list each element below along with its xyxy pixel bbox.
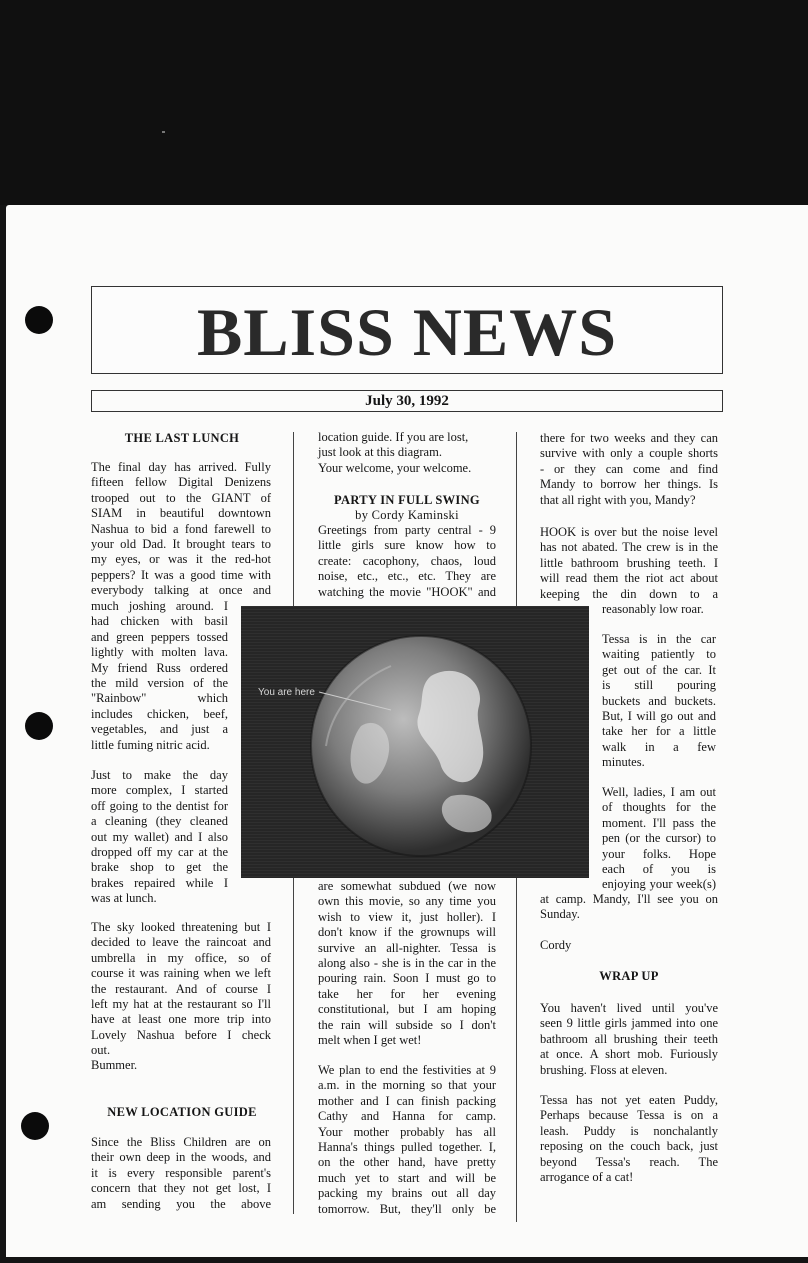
text-line: Tessa has not yet eaten Puddy,: [540, 1093, 718, 1107]
text-line: reposing on the couch back, just: [540, 1139, 718, 1154]
text-line: have at least one more trip into: [91, 1012, 271, 1027]
text-line: buckets and buckets.: [602, 693, 716, 708]
text-line: mother and I can finish packing: [318, 1093, 496, 1108]
text-line: it is every responsible parent's: [91, 1165, 271, 1180]
text-line: little girls sure know how to: [318, 538, 496, 553]
text-line: out.: [91, 1043, 111, 1058]
text-line: survive with only a couple shorts: [540, 446, 718, 461]
text-line: had chicken with basil: [91, 614, 228, 629]
text-line: Cathy and Hanna for camp.: [318, 1109, 496, 1124]
text-line: off going to the dentist for: [91, 798, 228, 813]
text-line: the mild version of the: [91, 676, 228, 691]
text-line: brakes repaired while I: [91, 875, 228, 890]
issue-date: July 30, 1992: [91, 390, 723, 412]
text-line: wish to view it, just holler). I: [318, 909, 496, 924]
bummer-line: Bummer.: [91, 1058, 138, 1072]
text-line: tomorrow. But, they'll only be: [318, 1201, 496, 1216]
punch-hole-middle: [25, 712, 53, 740]
text-line: the restaurant. And of course I: [91, 981, 271, 996]
text-line: peppers? It was a good time with: [91, 567, 271, 582]
scan-dark-background: [0, 0, 808, 205]
text-line: take her for a little: [602, 724, 716, 739]
party-byline: by Cordy Kaminski: [355, 508, 459, 522]
hook-paragraph-wrapped: [602, 602, 718, 617]
location-guide-paragraph: [91, 1135, 271, 1212]
text-line: Well, ladies, I am out: [602, 785, 716, 799]
text-line: much yet to start and will be: [318, 1170, 496, 1185]
tessa-paragraph: [602, 632, 716, 771]
text-line: We plan to end the festivities at 9: [318, 1063, 496, 1077]
text-line: create: cacophony, chaos, loud: [318, 553, 496, 568]
text-line: was at lunch.: [91, 891, 157, 906]
text-line: get out of the car. It: [602, 662, 716, 677]
text-line: will read them the riot act about: [540, 571, 718, 586]
text-line: a.m. in the morning so that your: [318, 1078, 496, 1093]
masthead-box: [91, 286, 723, 374]
newsletter-title: BLISS NEWS: [196, 294, 618, 370]
party-paragraph: [318, 523, 496, 600]
text-line: own this movie, so any time you: [318, 894, 496, 909]
text-line: just look at this diagram.: [318, 445, 442, 460]
text-line: much joshing around. I: [91, 599, 228, 613]
text-line: walk in a few: [602, 739, 716, 754]
text-line: fifteen fellow Digital Denizens: [91, 475, 271, 490]
text-line: pen (or the cursor) to: [602, 831, 716, 846]
text-line: "Rainbow" which: [91, 691, 228, 706]
puddy-paragraph: [540, 1093, 718, 1185]
earth-globe-image: [241, 606, 589, 878]
text-line: their own deep in the woods, and: [91, 1150, 271, 1165]
text-line: Greetings from party central - 9: [318, 523, 496, 537]
party-heading: PARTY IN FULL SWING: [334, 493, 480, 507]
text-line: don't know if the grownups will: [318, 925, 496, 940]
text-line: and green peppers tossed: [91, 629, 228, 644]
location-guide-heading: NEW LOCATION GUIDE: [107, 1105, 257, 1119]
text-line: is still pouring: [602, 678, 716, 693]
text-line: umbrella in my office, so of: [91, 950, 271, 965]
text-line: at once. A short mob. Furiously: [540, 1047, 718, 1062]
text-line: my eyes, or was it the red-hot: [91, 552, 271, 567]
text-line: along also - she is in the car in the: [318, 956, 496, 971]
text-line: leash. Puddy is nonchalantly: [540, 1123, 718, 1138]
closing-paragraph: [602, 785, 716, 893]
text-line: there for two weeks and they can: [540, 431, 718, 445]
text-line: survive an all-nighter. Tessa is: [318, 940, 496, 955]
text-line: - or they can come and find: [540, 461, 718, 476]
text-line: bathroom all brushing their teeth: [540, 1031, 718, 1046]
text-line: of thoughts for the: [602, 800, 716, 815]
text-line: dropped off my car at the: [91, 845, 228, 860]
text-line: reasonably low roar.: [602, 602, 704, 616]
text-line: packing my brains out all day: [318, 1186, 496, 1201]
closing-paragraph-continued: [540, 892, 718, 923]
text-line: left my hat at the restaurant so I'll: [91, 997, 271, 1012]
text-line: Perhaps because Tessa is on a: [540, 1108, 718, 1123]
text-line: everybody talking at once and: [91, 583, 271, 598]
punch-hole-bottom: [21, 1112, 49, 1140]
text-line: Mandy to borrow her things. Is: [540, 477, 718, 492]
text-line: Since the Bliss Children are on: [91, 1135, 271, 1149]
text-line: Lovely Nashua before I check: [91, 1027, 271, 1042]
text-line: Tessa is in the car: [602, 632, 716, 646]
hook-paragraph: [540, 525, 718, 602]
text-line: are somewhat subdued (we now: [318, 879, 496, 893]
text-line: The sky looked threatening but I: [91, 920, 271, 934]
text-line: minutes.: [602, 755, 645, 770]
text-line: moment. I'll pass the: [602, 815, 716, 830]
text-line: the rain will subside so I don't: [318, 1017, 496, 1032]
festivities-paragraph: [318, 1063, 496, 1217]
signoff: Cordy: [540, 938, 572, 952]
text-line: out my wallet) and I also: [91, 829, 228, 844]
wrap-up-heading: WRAP UP: [599, 969, 659, 983]
text-line: waiting patiently to: [602, 647, 716, 662]
text-line: You haven't lived until you've: [540, 1001, 718, 1015]
location-guide-continued: [318, 430, 496, 476]
text-line: location guide. If you are lost,: [318, 430, 469, 444]
text-line: at camp. Mandy, I'll see you on: [540, 892, 718, 906]
text-line: Just to make the day: [91, 768, 228, 782]
text-line: concern that they not get lost, I: [91, 1181, 271, 1196]
sky-paragraph: [91, 920, 271, 1059]
text-line: includes chicken, beef,: [91, 706, 228, 721]
scan-speck: [162, 131, 165, 133]
text-line: beyond Tessa's reach. The: [540, 1154, 718, 1169]
text-line: Your welcome, your welcome.: [318, 460, 472, 475]
text-line: a cleaning (they cleaned: [91, 814, 228, 829]
text-line: that all right with you, Mandy?: [540, 492, 696, 507]
text-line: Nashua to bid a fond farewell to: [91, 521, 271, 536]
you-are-here-label: You are here: [258, 687, 315, 698]
text-line: The final day has arrived. Fully: [91, 460, 271, 474]
text-line: has not abated. The crew is in the: [540, 540, 718, 555]
last-lunch-heading: THE LAST LUNCH: [124, 431, 240, 445]
text-line: constitutional, but I am hoping: [318, 1002, 496, 1017]
last-lunch-paragraph: [91, 460, 271, 599]
text-line: am sending you the above: [91, 1196, 271, 1211]
text-line: lightly with molten lava.: [91, 645, 228, 660]
text-line: Your mother probably has all: [318, 1124, 496, 1139]
text-line: noise, etc., etc., etc. They are: [318, 569, 496, 584]
text-line: Sunday.: [540, 907, 580, 922]
text-line: brushing. Floss at eleven.: [540, 1062, 668, 1077]
text-line: watching the movie "HOOK" and: [318, 584, 496, 599]
text-line: melt when I get wet!: [318, 1033, 422, 1048]
text-line: your folks. Hope: [602, 846, 716, 861]
text-line: SIAM in beautiful downtown: [91, 506, 271, 521]
punch-hole-top: [25, 306, 53, 334]
text-line: your old Dad. It brought tears to: [91, 537, 271, 552]
text-line: HOOK is over but the noise level: [540, 525, 718, 539]
text-line: keeping the din down to a: [540, 586, 718, 601]
last-lunch-paragraph-wrapped: [91, 599, 228, 753]
text-line: seen 9 little girls jammed into one: [540, 1016, 718, 1031]
text-line: each of you is: [602, 862, 716, 877]
text-line: little fuming nitric acid.: [91, 737, 210, 752]
text-line: course it was raining when we left: [91, 966, 271, 981]
text-line: more complex, I started: [91, 783, 228, 798]
text-line: brake shop to get the: [91, 860, 228, 875]
text-line: enjoying your week(s): [602, 877, 716, 892]
earth-photo: [241, 606, 589, 878]
text-line: take her for her evening: [318, 986, 496, 1001]
text-line: decided to leave the raincoat and: [91, 935, 271, 950]
text-line: But, I will go out and: [602, 709, 716, 724]
text-line: on the other hand, have pretty: [318, 1155, 496, 1170]
text-line: My friend Russ ordered: [91, 660, 228, 675]
dentist-paragraph: [91, 768, 228, 907]
party-paragraph-continued: [318, 879, 496, 1048]
camp-paragraph: [540, 431, 718, 508]
text-line: vegetables, and just a: [91, 722, 228, 737]
text-line: pouring rain. Soon I must go to: [318, 971, 496, 986]
text-line: arrogance of a cat!: [540, 1170, 634, 1185]
text-line: trooped out to the GIANT of: [91, 490, 271, 505]
text-line: Hanna's things pulled together. I,: [318, 1140, 496, 1155]
wrap-up-paragraph: [540, 1001, 718, 1078]
text-line: little bathroom brushing teeth. I: [540, 555, 718, 570]
